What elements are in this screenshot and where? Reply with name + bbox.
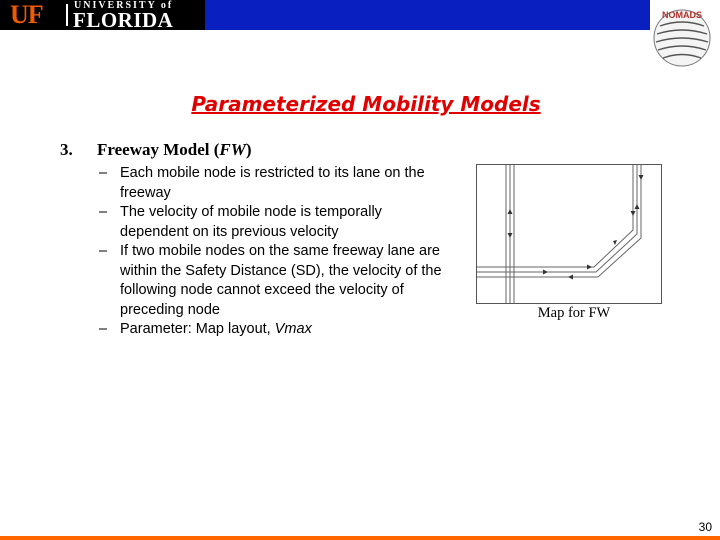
item-heading-text: Freeway Model ( [97, 140, 220, 159]
bullet-item: – The velocity of mobile node is temporally dependent on its previous velocity [99, 204, 382, 240]
item-heading-abbr: FW [219, 140, 246, 159]
bullet-item-parameter: – Parameter: Map layout, Vmax [99, 321, 312, 337]
bullet-list [97, 164, 442, 340]
freeway-map-diagram [476, 164, 662, 304]
page-number: 30 [698, 520, 712, 534]
uf-logo-university: UNIVERSITY of [74, 0, 174, 11]
vmax-var: Vmax [274, 321, 312, 337]
slide-title: Parameterized Mobility Models [191, 92, 541, 116]
uf-logo-florida: FLORIDA [73, 8, 174, 30]
uf-logo [0, 0, 205, 30]
item-heading-close: ) [245, 140, 252, 159]
item-number: 3. [60, 140, 73, 159]
bottom-accent-bar [0, 536, 720, 540]
item-heading [97, 140, 252, 160]
nomads-logo [648, 4, 716, 68]
nomads-label: NOMADS [662, 10, 702, 20]
uf-logo-divider [66, 4, 68, 26]
uf-logo-mark: UF [10, 0, 43, 29]
bullet-item: – If two mobile nodes on the same freeway lane are within the Safety Distance (SD), the velocity of the following node cannot exceed the velocity of preceding node [99, 243, 442, 318]
map-caption: Map for FW [537, 305, 611, 321]
bullet-item: – Each mobile node is restricted to its lane on the freeway [99, 165, 425, 201]
